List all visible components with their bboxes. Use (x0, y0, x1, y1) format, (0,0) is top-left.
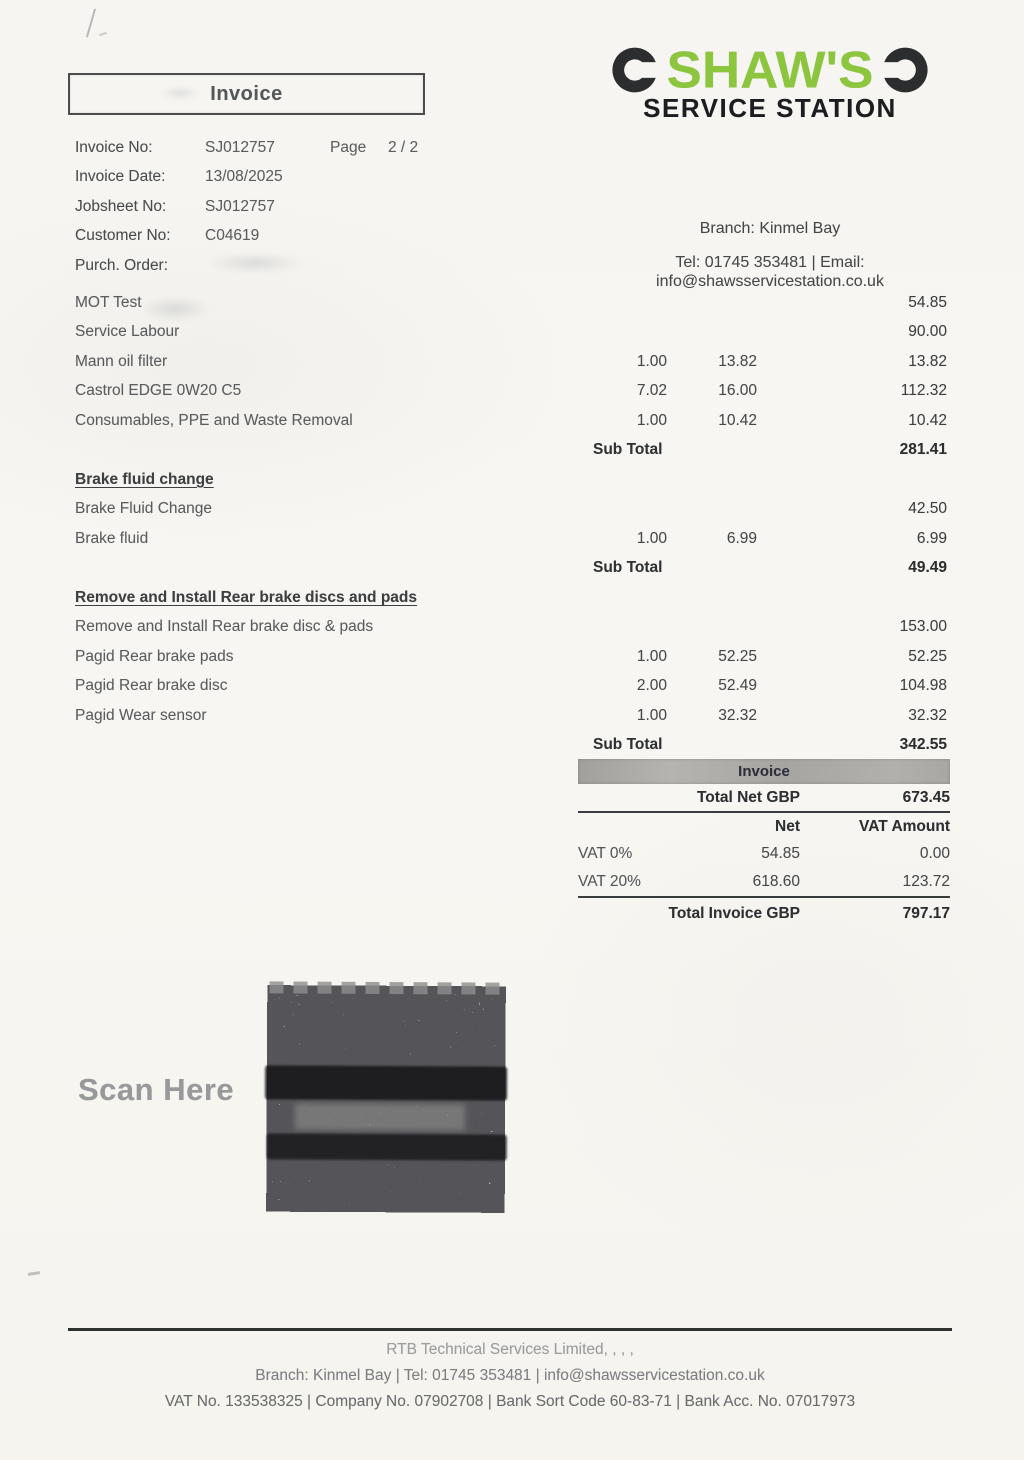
meta-row-purch-order (75, 251, 505, 281)
item-price: 10.42 (718, 411, 757, 429)
total-net-row (578, 784, 950, 813)
vat-amount-value: 123.72 (902, 873, 950, 890)
pen-mark (86, 8, 96, 37)
total-net-value: 673.45 (902, 788, 950, 806)
item-amount: 6.99 (916, 529, 947, 547)
line-item-row (75, 318, 947, 348)
totals-band-title: Invoice (738, 763, 790, 780)
jobsheet-no-label: Jobsheet No: (75, 197, 167, 215)
meta-row-invoice-no (75, 133, 505, 163)
line-item-row (75, 672, 947, 702)
section-heading: Remove and Install Rear brake discs and pads (75, 588, 417, 606)
item-qty: 1.00 (636, 411, 667, 429)
qr-dark-band (265, 1065, 507, 1100)
meta-row-invoice-date (75, 163, 505, 193)
vat-row (578, 868, 950, 898)
qr-dark-band (267, 1133, 507, 1160)
subtotal-label: Sub Total (593, 736, 663, 754)
total-invoice-value: 797.17 (902, 904, 950, 922)
item-qty: 7.02 (636, 382, 667, 400)
item-qty: 1.00 (636, 706, 667, 724)
line-item-row (75, 377, 947, 407)
wrench-left-icon (608, 42, 666, 98)
jobsheet-no-value: SJ012757 (205, 197, 275, 215)
item-desc: MOT Test (75, 293, 142, 311)
vat-amount-value: 0.00 (919, 845, 950, 862)
item-amount: 13.82 (908, 352, 947, 370)
invoice-no-label: Invoice No: (75, 138, 153, 156)
item-price: 13.82 (718, 352, 757, 370)
pen-mark (99, 32, 107, 37)
invoice-totals (578, 759, 950, 929)
line-item-row (75, 288, 947, 318)
page-value: 2 / 2 (388, 138, 419, 156)
vat-rate-label: VAT 20% (578, 873, 641, 890)
line-item-row (75, 613, 947, 643)
item-amount: 10.42 (908, 411, 947, 429)
total-net-label: Total Net GBP (696, 788, 800, 806)
item-price: 32.32 (718, 706, 757, 724)
total-invoice-row (578, 898, 950, 929)
line-item-row (75, 495, 947, 525)
line-item-row (75, 406, 947, 436)
vat-row (578, 840, 950, 868)
item-desc: Pagid Rear brake disc (75, 677, 228, 695)
section-heading-row (75, 465, 947, 495)
subtotal-label: Sub Total (593, 441, 663, 459)
item-amount: 112.32 (900, 382, 947, 400)
vat-header-row (578, 813, 950, 840)
branch-contact-line: Tel: 01745 353481 | Email: (675, 254, 865, 271)
vat-net-value: 618.60 (752, 873, 800, 890)
footer (68, 1328, 952, 1415)
meta-row-customer-no (75, 222, 505, 252)
vat-rate-label: VAT 0% (578, 845, 633, 862)
line-item-row (75, 642, 947, 672)
item-amount: 54.85 (908, 293, 947, 311)
item-qty: 1.00 (636, 352, 667, 370)
item-desc: Service Labour (75, 323, 180, 341)
line-item-row (75, 701, 947, 731)
invoice-title: Invoice (210, 82, 283, 105)
qr-code-image (264, 981, 507, 1214)
item-qty: 1.00 (636, 647, 667, 665)
meta-row-jobsheet-no (75, 192, 505, 222)
line-item-row (75, 524, 947, 554)
item-amount: 90.00 (908, 323, 947, 341)
subtotal-row (75, 731, 947, 761)
item-price: 16.00 (718, 382, 757, 400)
logo-subtitle: SERVICE STATION (643, 93, 897, 123)
net-column-header: Net (775, 817, 800, 835)
item-desc: Brake Fluid Change (75, 500, 212, 518)
line-item-row (75, 347, 947, 377)
purch-order-label: Purch. Order: (75, 256, 169, 274)
totals-band (578, 759, 950, 784)
item-price: 6.99 (726, 529, 757, 547)
footer-company-line: RTB Technical Services Limited, , , , (386, 1341, 634, 1358)
scan-here-label: Scan Here (78, 1072, 235, 1107)
logo-name: SHAW'S (666, 41, 874, 99)
item-amount: 42.50 (908, 500, 947, 518)
invoice-date-value: 13/08/2025 (205, 168, 283, 186)
item-desc: Remove and Install Rear brake disc & pads (75, 618, 374, 636)
total-invoice-label: Total Invoice GBP (668, 904, 800, 922)
subtotal-row (75, 436, 947, 466)
subtotal-amount: 49.49 (908, 559, 947, 577)
branch-info (572, 219, 968, 291)
branch-email-line: info@shawsservicestation.co.uk (656, 273, 884, 290)
item-desc: Castrol EDGE 0W20 C5 (75, 382, 242, 400)
section-heading-row (75, 583, 947, 613)
line-items (75, 288, 947, 760)
item-price: 52.25 (718, 647, 757, 665)
customer-no-label: Customer No: (75, 227, 171, 245)
qr-light-patch (295, 1104, 465, 1131)
item-qty: 2.00 (636, 677, 667, 695)
subtotal-row (75, 554, 947, 584)
vat-amount-column-header: VAT Amount (859, 817, 950, 835)
item-amount: 32.32 (908, 706, 947, 724)
qr-top-modules (270, 981, 502, 994)
branch-line: Branch: Kinmel Bay (699, 220, 841, 237)
item-amount: 153.00 (899, 618, 947, 636)
subtotal-label: Sub Total (593, 559, 663, 577)
invoice-meta (75, 133, 505, 281)
customer-no-value: C04619 (205, 227, 260, 245)
section-heading: Brake fluid change (75, 470, 214, 488)
item-qty: 1.00 (636, 529, 667, 547)
footer-vat-bank-line: VAT No. 133538325 | Company No. 07902708 | Bank Sort Code 60-83-71 | Bank Acc. No. 07017973 (164, 1393, 856, 1410)
invoice-no-value: SJ012757 (205, 138, 275, 156)
subtotal-amount: 342.55 (899, 736, 947, 754)
item-desc: Pagid Wear sensor (75, 706, 207, 724)
item-desc: Consumables, PPE and Waste Removal (75, 411, 353, 429)
item-amount: 104.98 (899, 677, 947, 695)
item-amount: 52.25 (908, 647, 947, 665)
company-logo (572, 42, 968, 121)
item-desc: Pagid Rear brake pads (75, 647, 234, 665)
item-price: 52.49 (718, 677, 757, 695)
invoice-date-label: Invoice Date: (75, 168, 166, 186)
subtotal-amount: 281.41 (899, 441, 947, 459)
invoice-title-box (68, 73, 425, 115)
page-label: Page (330, 138, 367, 156)
vat-net-value: 54.85 (761, 845, 800, 862)
wrench-right-icon (874, 42, 932, 98)
footer-branch-line: Branch: Kinmel Bay | Tel: 01745 353481 | info@shawsservicestation.co.uk (255, 1367, 765, 1384)
pen-mark (28, 1271, 40, 1276)
item-desc: Mann oil filter (75, 352, 168, 370)
item-desc: Brake fluid (75, 529, 149, 547)
